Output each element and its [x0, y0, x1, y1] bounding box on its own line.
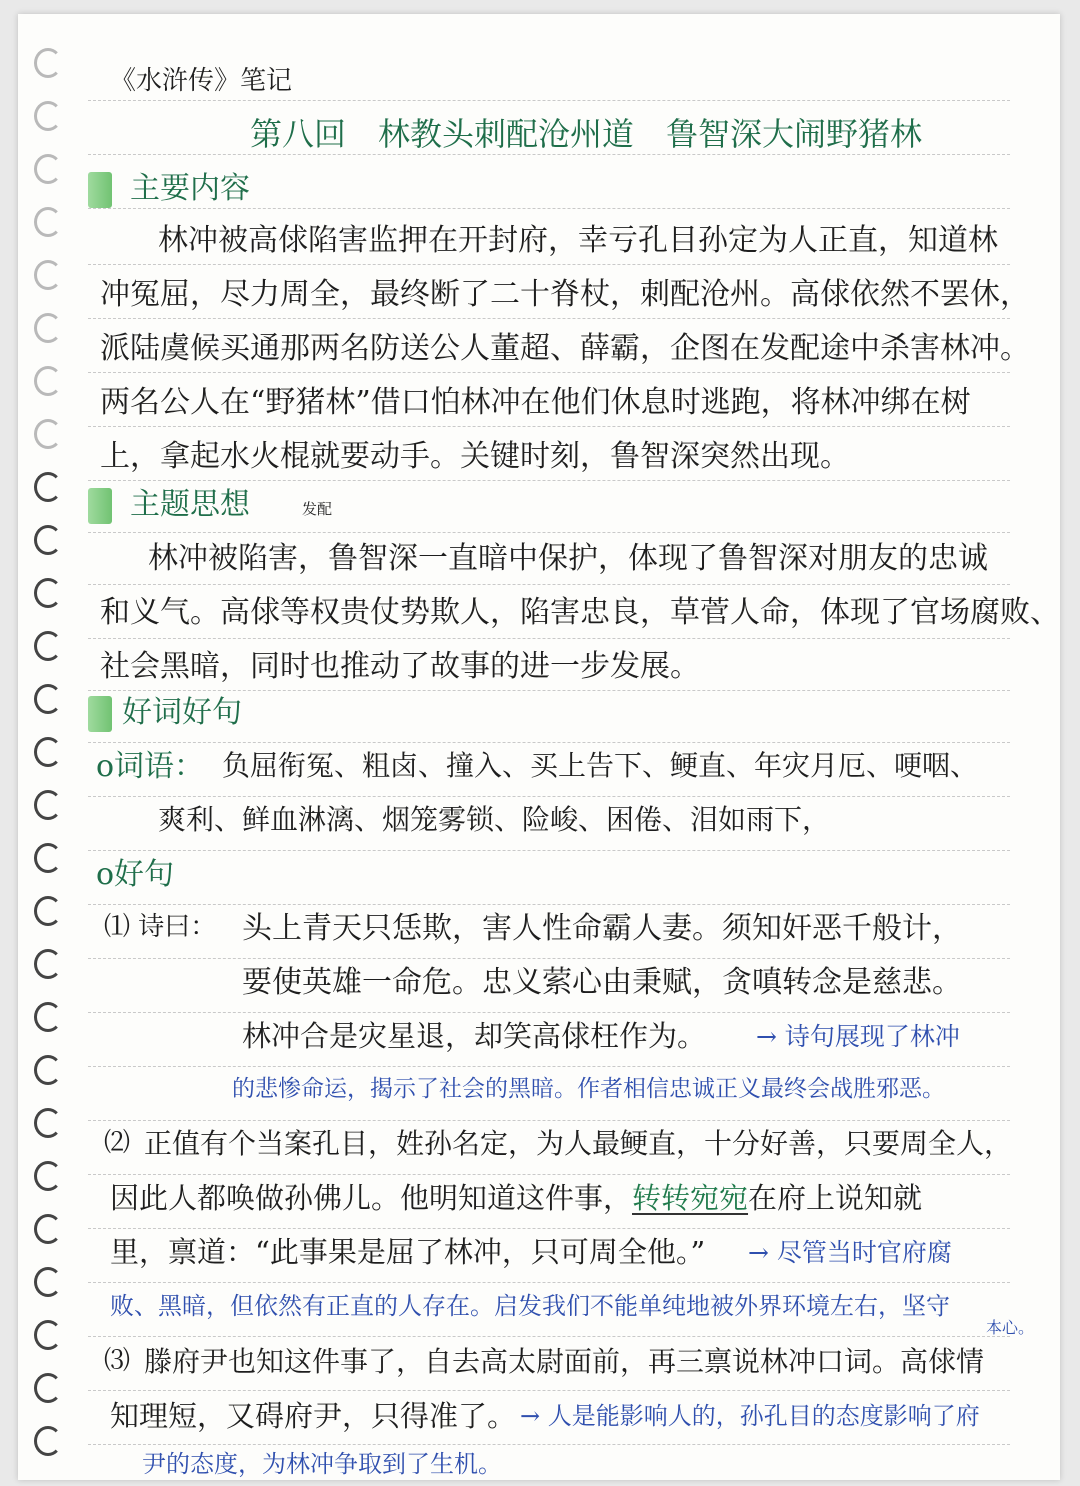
binder-ring [34, 631, 62, 661]
sentence-2-line [110, 1181, 923, 1215]
main-content-line: 林冲被高俅陷害监押在开封府，幸亏孔目孙定为人正直，知道林 [158, 223, 998, 258]
ruled-line [88, 1444, 1010, 1445]
ruled-line [88, 638, 1010, 639]
binder-ring [34, 1267, 62, 1297]
section-heading-good-words: 好词好句 [122, 695, 242, 730]
sentence-1-line: 头上青天只恁欺，害人性命霸人妻。须知奸恶千般计， [242, 911, 962, 946]
section-heading-main-content: 主要内容 [130, 171, 250, 206]
sentence-2-line: 里，禀道：“此事果是屈了林冲，只可周全他。” [110, 1235, 706, 1269]
binder-rings [18, 14, 78, 1480]
sentence-2-highlight: 转转宛宛 [632, 1181, 749, 1215]
sentence-2-label: ⑵ [104, 1128, 131, 1158]
ruled-line [88, 958, 1010, 959]
binder-ring [34, 790, 62, 820]
ruled-line [88, 372, 1010, 373]
ruled-line [88, 532, 1010, 533]
main-content-line: 冲冤屈，尽力周全，最终断了二十脊杖，刺配沧州。高俅依然不罢休， [100, 277, 1030, 312]
highlighter-mark [88, 488, 112, 524]
ruled-line [88, 154, 1010, 155]
notebook-page [18, 14, 1060, 1480]
annotation-note: → 尽管当时官府腐 [748, 1238, 952, 1267]
section-heading-theme: 主题思想 [130, 487, 250, 522]
words-line: 负屈衔冤、粗卤、撞入、买上告下、鲠直、年灾月厄、哽咽、 [222, 749, 979, 782]
ruled-line [88, 742, 1010, 743]
sentence-3-line: 知理短，又碍府尹，只得准了。 [110, 1399, 517, 1433]
main-content-line: 上，拿起水火棍就要动手。关键时刻，鲁智深突然出现。 [100, 439, 850, 474]
binder-ring [34, 207, 62, 237]
sentence-1-line: 林冲合是灾星退，却笑高俅枉作为。 [242, 1019, 707, 1053]
annotation-note: 尹的态度，为林冲争取到了生机。 [142, 1450, 502, 1478]
ruled-line [88, 208, 1010, 209]
ruled-line [88, 1012, 1010, 1013]
main-content-line: 两名公人在“野猪林”借口怕林冲在他们休息时逃跑，将林冲绑在树 [100, 385, 971, 420]
binder-ring [34, 313, 62, 343]
chapter-title: 第八回 林教头刺配沧州道 鲁智深大闹野猪林 [250, 115, 923, 153]
ruled-line [88, 318, 1010, 319]
binder-ring [34, 101, 62, 131]
ruled-line [88, 1282, 1010, 1283]
sentence-1-line: 要使英雄一命危。忠义萦心由秉赋，贪嗔转念是慈悲。 [242, 965, 962, 1000]
binder-ring [34, 260, 62, 290]
sentences-label: o好句 [96, 857, 175, 892]
annotation-note: 的悲惨命运，揭示了社会的黑暗。作者相信忠诚正义最终会战胜邪恶。 [232, 1076, 945, 1102]
ruled-line [88, 426, 1010, 427]
words-line: 爽利、鲜血淋漓、烟笼雾锁、险峻、困倦、泪如雨下， [158, 803, 831, 836]
binder-ring [34, 1426, 62, 1456]
ruled-line [88, 1336, 1010, 1337]
sentence-3-line: 滕府尹也知这件事了，自去高太尉面前，再三禀说林冲口词。高俅情 [144, 1345, 985, 1378]
binder-ring [34, 949, 62, 979]
binder-ring [34, 48, 62, 78]
ruled-line [88, 690, 1010, 691]
binder-ring [34, 843, 62, 873]
binder-ring [34, 1055, 62, 1085]
highlighter-mark [88, 696, 112, 732]
ruled-line [88, 100, 1010, 101]
ruled-line [88, 904, 1010, 905]
binder-ring [34, 1320, 62, 1350]
annotation-note: 败、黑暗，但依然有正直的人存在。启发我们不能单纯地被外界环境左右，坚守 [110, 1292, 950, 1320]
binder-ring [34, 1214, 62, 1244]
ruled-line [88, 480, 1010, 481]
sentence-2-text: 因此人都唤做孙佛儿。他明知道这件事， [110, 1181, 633, 1215]
ruled-line [88, 1066, 1010, 1067]
binder-ring [34, 578, 62, 608]
binder-ring [34, 684, 62, 714]
highlighter-mark [88, 172, 112, 208]
ruled-line [88, 264, 1010, 265]
binder-ring [34, 1002, 62, 1032]
annotation-note: → 诗句展现了林冲 [756, 1022, 960, 1051]
theme-line: 林冲被陷害，鲁智深一直暗中保护，体现了鲁智深对朋友的忠诚 [148, 541, 988, 576]
notebook-title: 《水浒传》笔记 [110, 66, 293, 96]
sentence-1-label: ⑴ 诗曰： [104, 912, 217, 942]
binder-ring [34, 1161, 62, 1191]
theme-line: 社会黑暗，同时也推动了故事的进一步发展。 [100, 649, 700, 684]
binder-ring [34, 472, 62, 502]
words-label: o词语： [96, 749, 205, 784]
ruled-line [88, 1120, 1010, 1121]
sentence-2-line: 正值有个当案孔目，姓孙名定，为人最鲠直，十分好善，只要周全人， [144, 1127, 1013, 1160]
binder-ring [34, 1373, 62, 1403]
insert-note: 发配 [302, 500, 333, 518]
sentence-3-label: ⑶ [104, 1346, 131, 1376]
binder-ring [34, 896, 62, 926]
ruled-line [88, 796, 1010, 797]
sentence-2-text: 在府上说知就 [748, 1181, 923, 1215]
ruled-line [88, 1174, 1010, 1175]
annotation-note: 本心。 [986, 1318, 1035, 1337]
ruled-line [88, 1228, 1010, 1229]
binder-ring [34, 737, 62, 767]
annotation-note: → 人是能影响人的，孙孔目的态度影响了府 [520, 1402, 980, 1430]
binder-ring [34, 525, 62, 555]
theme-line: 和义气。高俅等权贵仗势欺人，陷害忠良，草菅人命，体现了官场腐败、 [100, 595, 1060, 630]
binder-ring [34, 366, 62, 396]
binder-ring [34, 1108, 62, 1138]
main-content-line: 派陆虞候买通那两名防送公人董超、薛霸，企图在发配途中杀害林冲。 [100, 331, 1030, 366]
ruled-line [88, 1390, 1010, 1391]
binder-ring [34, 154, 62, 184]
ruled-line [88, 850, 1010, 851]
binder-ring [34, 419, 62, 449]
ruled-line [88, 584, 1010, 585]
